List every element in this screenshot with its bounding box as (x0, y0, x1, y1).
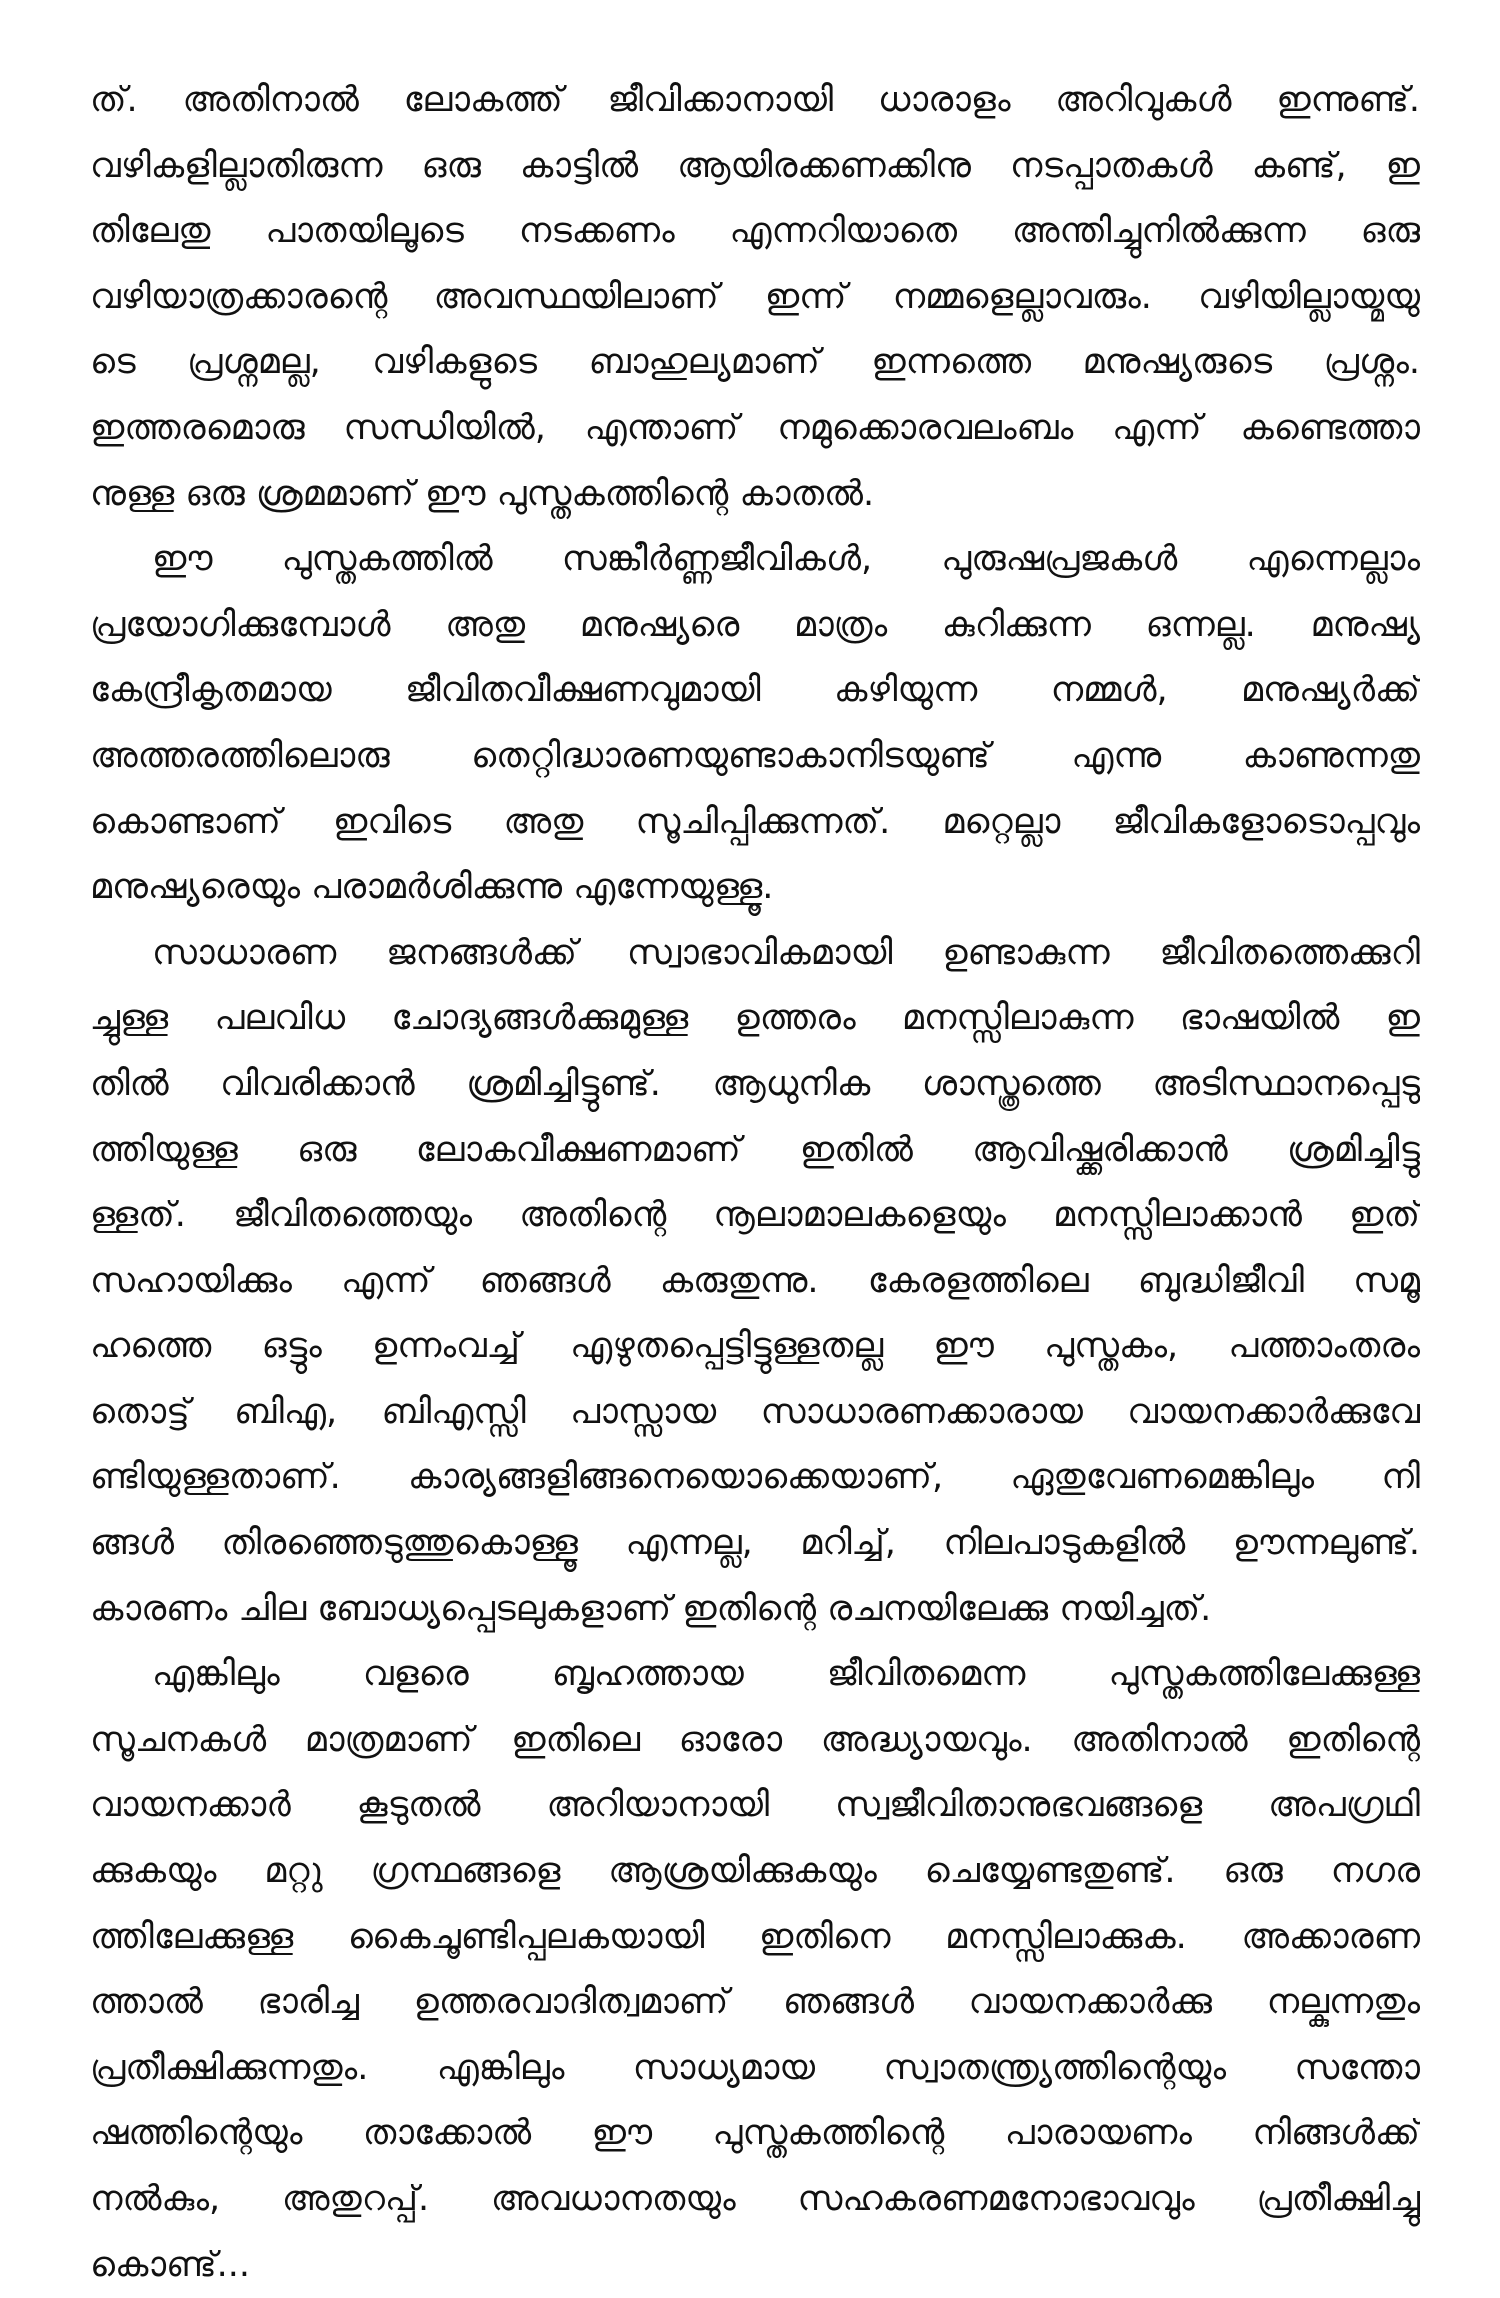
text-line: തിലേതു പാതയിലൂടെ നടക്കണം എന്നറിയാതെ അന്തിച്ചുനിൽക്കുന്ന ഒരു (90, 211, 1420, 252)
text-line: കാരണം ചില ബോധ്യപ്പെടലുകളാണ് ഇതിന്റെ രചനയിലേക്കു നയിച്ചത്. (90, 1588, 1212, 1629)
text-line: സഹായിക്കും എന്ന് ഞങ്ങൾ കരുതുന്നു. കേരളത്തിലെ ബുദ്ധിജീവി സമൂ (90, 1260, 1420, 1301)
text-line: വായനക്കാർ കൂടുതൽ അറിയാനായി സ്വജീവിതാനുഭവങ്ങളെ അപഗ്രഥി (90, 1785, 1420, 1826)
text-line: സാധാരണ ജനങ്ങൾക്ക് സ്വാഭാവികമായി ഉണ്ടാകുന്ന ജീവിതത്തെക്കുറി (152, 932, 1420, 973)
text-line: ത്താൽ ഭാരിച്ച ഉത്തരവാദിത്വമാണ് ഞങ്ങൾ വായനക്കാർക്കു നല്കുന്നതും (90, 1982, 1420, 2023)
document-page (90, 68, 1420, 2298)
text-line: നുള്ള ഒരു ശ്രമമാണ് ഈ പുസ്തകത്തിന്റെ കാതൽ. (90, 473, 875, 514)
text-line: പ്രതീക്ഷിക്കുന്നതും. എങ്കിലും സാധ്യമായ സ്വാതന്ത്ര്യത്തിന്റെയും സന്തോ (90, 2047, 1420, 2088)
text-line: തിൽ വിവരിക്കാൻ ശ്രമിച്ചിട്ടുണ്ട്. ആധുനിക ശാസ്ത്രത്തെ അടിസ്ഥാനപ്പെടു (90, 1063, 1420, 1104)
text-line: ഹത്തെ ഒട്ടും ഉന്നംവച്ച് എഴുതപ്പെട്ടിട്ടുള്ളതല്ല ഈ പുസ്തകം, പത്താംതരം (90, 1326, 1420, 1367)
paragraph-3 (90, 921, 1420, 1643)
text-line: കേന്ദ്രീകൃതമായ ജീവിതവീക്ഷണവുമായി കഴിയുന്ന നമ്മൾ, മനുഷ്യർക്ക് (90, 670, 1420, 711)
text-line: കൊണ്ട്... (90, 2244, 251, 2285)
text-line: ങ്ങൾ തിരഞ്ഞെടുത്തുകൊള്ളൂ എന്നല്ല, മറിച്ച്, നിലപാടുകളിൽ ഊന്നലുണ്ട്. (90, 1523, 1420, 1564)
text-line: ണ്ടിയുള്ളതാണ്. കാര്യങ്ങളിങ്ങനെയൊക്കെയാണ്, ഏതുവേണമെങ്കിലും നി (90, 1457, 1420, 1498)
text-line: ത്തിലേക്കുള്ള കൈചൂണ്ടിപ്പലകയായി ഇതിനെ മനസ്സിലാക്കുക. അക്കാരണ (90, 1916, 1420, 1957)
text-line: മനുഷ്യരെയും പരാമർശിക്കുന്നു എന്നേയുള്ളൂ. (90, 867, 774, 908)
text-line: വഴിയാത്രക്കാരന്റെ അവസ്ഥയിലാണ് ഇന്ന് നമ്മളെല്ലാവരും. വഴിയില്ലായ്മയു (90, 276, 1420, 317)
text-line: നൽകും, അതുറപ്പ്. അവധാനതയും സഹകരണമനോഭാവവും പ്രതീക്ഷിച്ചു (90, 2179, 1420, 2219)
paragraph-2 (90, 527, 1420, 921)
text-line: ടെ പ്രശ്നമല്ല, വഴികളുടെ ബാഹുല്യമാണ് ഇന്നത്തെ മനുഷ്യരുടെ പ്രശ്നം. (90, 342, 1420, 383)
text-line: വഴികളില്ലാതിരുന്ന ഒരു കാട്ടിൽ ആയിരക്കണക്കിനു നടപ്പാതകൾ കണ്ട്, ഇ (90, 145, 1420, 186)
text-line: കൊണ്ടാണ് ഇവിടെ അതു സൂചിപ്പിക്കുന്നത്. മറ്റെല്ലാ ജീവികളോടൊപ്പവും (90, 801, 1420, 842)
text-line: പ്രയോഗിക്കുമ്പോൾ അതു മനുഷ്യരെ മാത്രം കുറിക്കുന്ന ഒന്നല്ല. മനുഷ്യ (90, 604, 1420, 645)
text-line: ള്ളത്. ജീവിതത്തെയും അതിന്റെ നൂലാമാലകളെയും മനസ്സിലാക്കാൻ ഇത് (90, 1195, 1420, 1236)
text-line: ത്. അതിനാൽ ലോകത്ത് ജീവിക്കാനായി ധാരാളം അറിവുകൾ ഇന്നുണ്ട്. (90, 80, 1420, 120)
text-line: ഇത്തരമൊരു സന്ധിയിൽ, എന്താണ് നമുക്കൊരവലംബം എന്ന് കണ്ടെത്താ (90, 407, 1420, 448)
text-line: എങ്കിലും വളരെ ബൃഹത്തായ ജീവിതമെന്ന പുസ്തകത്തിലേക്കുള്ള (152, 1654, 1420, 1695)
text-line: ഈ പുസ്തകത്തിൽ സങ്കീർണ്ണജീവികൾ, പുരുഷപ്രജകൾ എന്നെല്ലാം (152, 539, 1420, 580)
text-line: ത്തിയുള്ള ഒരു ലോകവീക്ഷണമാണ് ഇതിൽ ആവിഷ്ക്കരിക്കാൻ ശ്രമിച്ചിട്ടു (90, 1129, 1420, 1170)
text-line: ച്ചുള്ള പലവിധ ചോദ്യങ്ങൾക്കുമുള്ള ഉത്തരം മനസ്സിലാകുന്ന ഭാഷയിൽ ഇ (90, 998, 1420, 1039)
text-line: ക്കുകയും മറ്റു ഗ്രന്ഥങ്ങളെ ആശ്രയിക്കുകയും ചെയ്യേണ്ടതുണ്ട്. ഒരു നഗര (90, 1851, 1420, 1892)
text-line: ഷത്തിന്റെയും താക്കോൽ ഈ പുസ്തകത്തിന്റെ പാരായണം നിങ്ങൾക്ക് (90, 2113, 1420, 2154)
text-line: അത്തരത്തിലൊരു തെറ്റിദ്ധാരണയുണ്ടാകാനിടയുണ്ട് എന്നു കാണുന്നതു (90, 735, 1420, 776)
text-line: സൂചനകൾ മാത്രമാണ് ഇതിലെ ഓരോ അദ്ധ്യായവും. അതിനാൽ ഇതിന്റെ (90, 1719, 1420, 1760)
text-line: തൊട്ട് ബിഎ, ബിഎസ്സി പാസ്സായ സാധാരണക്കാരായ വായനക്കാർക്കുവേ (90, 1391, 1420, 1432)
paragraph-4 (90, 1642, 1420, 2298)
paragraph-1 (90, 68, 1420, 527)
